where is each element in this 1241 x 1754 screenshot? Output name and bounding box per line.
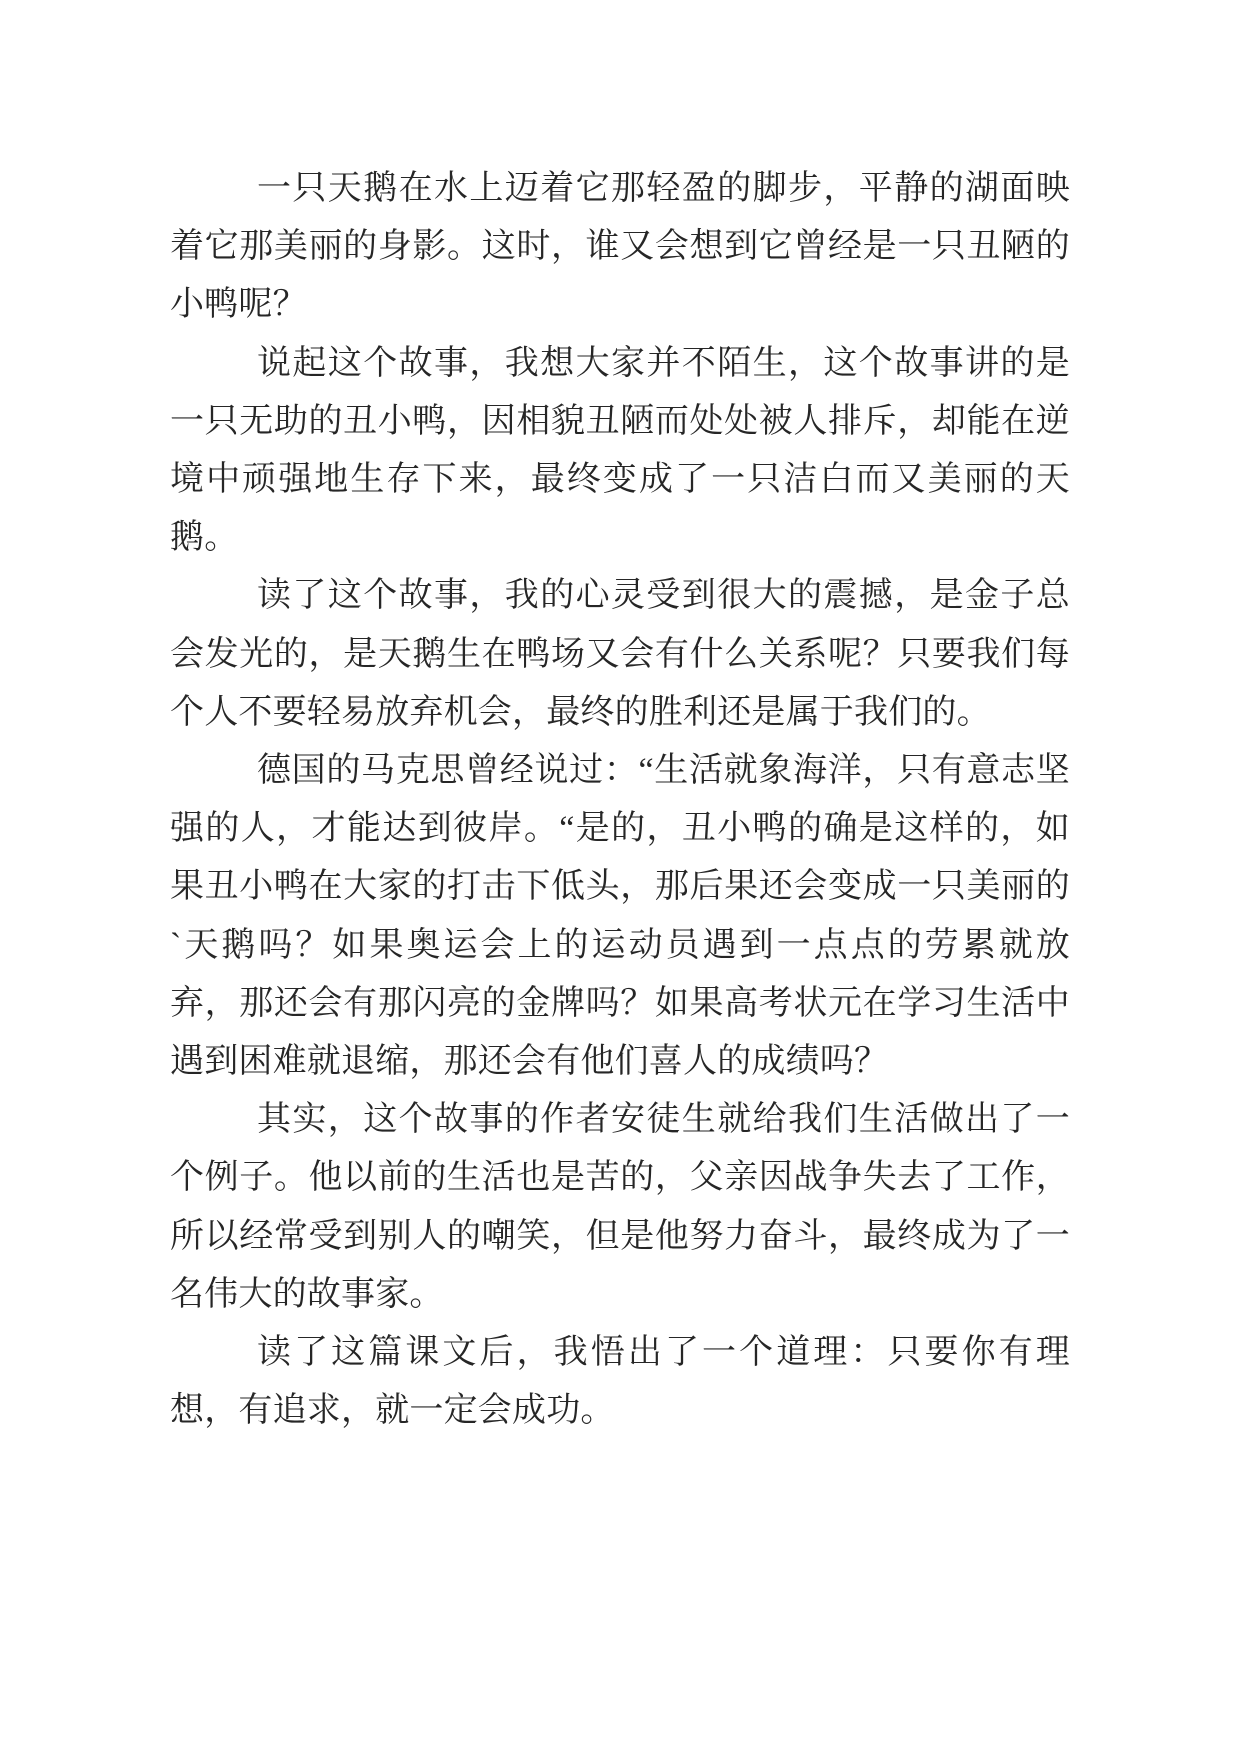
essay-paragraph-5: 其实，这个故事的作者安徒生就给我们生活做出了一个例子。他以前的生活也是苦的，父亲因战争失去了工作，所以经常受到别人的嘲笑，但是他努力奋斗，最终成为了一名伟大的故事家。 [170,1101,1070,1313]
essay-paragraph-6: 读了这篇课文后，我悟出了一个道理：只要你有理想，有追求，就一定会成功。 [170,1334,1070,1430]
essay-paragraph-4: 德国的马克思曾经说过：“生活就象海洋，只有意志坚强的人，才能达到彼岸。“是的，丑小鸭的确是这样的，如果丑小鸭在大家的打击下低头，那后果还会变成一只美丽的`天鹅吗？如果奥运会上的运动员遇到一点点的劳累就放弃，那还会有那闪亮的金牌吗？如果高考状元在学习生活中遇到困难就退缩，那还会有他们喜人的成绩吗？ [170,752,1070,1081]
essay-paragraph-3: 读了这个故事，我的心灵受到很大的震撼，是金子总会发光的，是天鹅生在鸭场又会有什么关系呢？只要我们每个人不要轻易放弃机会，最终的胜利还是属于我们的。 [170,577,1070,731]
essay-body [170,160,1070,1440]
essay-paragraph-1: 一只天鹅在水上迈着它那轻盈的脚步，平静的湖面映着它那美丽的身影。这时，谁又会想到它曾经是一只丑陋的小鸭呢？ [170,170,1070,324]
essay-paragraph-2: 说起这个故事，我想大家并不陌生，这个故事讲的是一只无助的丑小鸭，因相貌丑陋而处处被人排斥，却能在逆境中顽强地生存下来，最终变成了一只洁白而又美丽的天鹅。 [170,344,1070,557]
